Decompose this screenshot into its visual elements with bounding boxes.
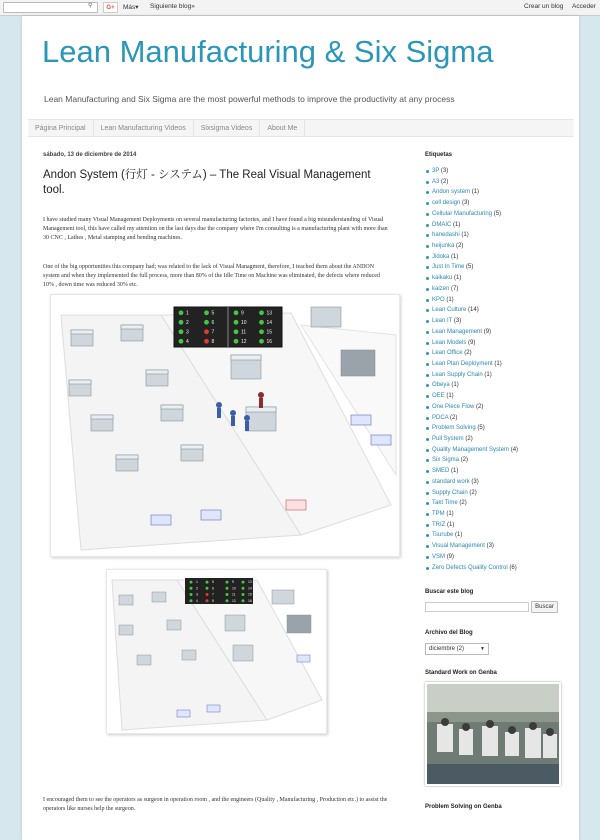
andon-station-number: 3: [186, 329, 189, 336]
create-blog-link[interactable]: Crear un blog: [524, 3, 564, 10]
label-link[interactable]: Pull System: [432, 435, 464, 442]
cart: [201, 510, 221, 520]
andon-light: [234, 339, 239, 344]
factory-floor-drawing-small: [107, 570, 328, 735]
label-link[interactable]: KPO: [432, 296, 445, 303]
label-item: [425, 552, 518, 563]
post-paragraph: I have studied many Visual Management Deployments on several manufacturing factories, and I have found a big misunderstanding of Visual Management tool, this have called my attention on the last days due the company where I'm consulting is a manufacturing plant with more than 30 CNC , Lathes , Metal stamping and bending machines.: [43, 217, 388, 241]
andon-station-number: 1: [196, 580, 198, 585]
label-link[interactable]: kaikaku: [432, 275, 453, 282]
cnc-machine: [121, 325, 143, 341]
cnc-machine: [119, 625, 133, 635]
andon-light: [226, 593, 229, 596]
andon-station-number: 15: [248, 592, 252, 597]
chevron-down-icon: ▼: [480, 646, 485, 652]
blog-page: [22, 16, 579, 840]
label-item: [425, 187, 518, 198]
label-link[interactable]: Six Sigma: [432, 457, 460, 464]
cnc-machine: [341, 350, 375, 376]
label-item: [425, 284, 518, 295]
andon-light: [204, 339, 209, 344]
label-item: [425, 477, 518, 488]
andon-light: [190, 593, 193, 596]
label-link[interactable]: Zero Defects Quality Control: [432, 564, 508, 571]
sign-in-link[interactable]: Acceder: [572, 3, 596, 10]
label-count: (2): [459, 500, 467, 507]
andon-light: [179, 320, 184, 325]
andon-light: [179, 310, 184, 315]
andon-station-number: 9: [241, 310, 244, 317]
andon-station-number: 12: [241, 338, 247, 345]
andon-light: [226, 599, 229, 602]
tab-about-me[interactable]: About Me: [260, 120, 305, 136]
label-item: [425, 198, 518, 209]
label-count: (3): [462, 200, 470, 207]
andon-light: [259, 339, 264, 344]
label-item: [425, 262, 518, 273]
andon-station-number: 8: [211, 338, 215, 345]
label-item: [425, 498, 518, 509]
label-item: [425, 445, 518, 456]
label-item: [425, 530, 518, 541]
label-count: (3): [486, 543, 494, 550]
label-link[interactable]: Quality Management System: [432, 446, 510, 453]
factory-floor-drawing: [51, 295, 401, 558]
label-count: (1): [484, 371, 492, 378]
label-count: (2): [465, 435, 473, 442]
andon-station-number: 2: [196, 586, 198, 591]
andon-station-number: 7: [211, 329, 215, 336]
andon-station-number: 4: [186, 338, 189, 345]
google-plus-button[interactable]: G+: [103, 2, 118, 13]
andon-station-number: 5: [211, 310, 215, 317]
label-count: (14): [468, 307, 479, 314]
navbar-search-input[interactable]: [3, 2, 98, 13]
labels-list: [425, 166, 518, 573]
label-count: (2): [450, 414, 458, 421]
andon-station-number: 14: [266, 319, 273, 326]
label-link[interactable]: Problem Solving: [432, 425, 476, 432]
andon-light: [234, 320, 239, 325]
label-count: (5): [477, 425, 485, 432]
tab-sixsigma-videos[interactable]: Sixsigma Videos: [194, 120, 261, 136]
label-count: (1): [446, 296, 454, 303]
andon-light: [190, 587, 193, 590]
label-count: (5): [493, 210, 502, 217]
label-item: [425, 295, 518, 306]
label-link[interactable]: hanedashi: [432, 232, 460, 239]
andon-station-number: 15: [266, 329, 273, 336]
label-link[interactable]: cell design: [432, 200, 461, 207]
label-link[interactable]: VSM: [432, 553, 446, 560]
label-item: [425, 391, 518, 402]
label-item: [425, 541, 518, 552]
label-link[interactable]: Jidoka: [432, 253, 450, 260]
next-blog-link[interactable]: Siguiente blog»: [150, 3, 195, 10]
andon-light: [226, 587, 229, 590]
label-link[interactable]: Lean Supply Chain: [432, 371, 483, 378]
label-count: (1): [451, 253, 459, 260]
andon-light: [259, 310, 264, 315]
label-link[interactable]: TRIZ: [432, 521, 446, 528]
cnc-machine: [287, 615, 311, 633]
label-link[interactable]: Lean IT: [432, 318, 453, 325]
andon-station-number: 14: [248, 586, 252, 591]
label-item: [425, 327, 518, 338]
andon-factory-illustration-small[interactable]: [106, 569, 327, 734]
label-link[interactable]: One Piece Flow: [432, 403, 475, 410]
label-link[interactable]: Lean Management: [432, 328, 483, 335]
andon-station-number: 13: [248, 580, 252, 585]
post-paragraph: One of the big opportunities this company had; was related to the lack of Visual Managment, therefore, I teached them about the ANDON system and when they implemented the full process, more than 80% of the Idle Time on Machine was eliminated, the defects where reduced 10% , down time was reduced 30% etc.: [43, 264, 380, 288]
label-link[interactable]: Tsurube: [432, 532, 454, 539]
cart: [177, 710, 190, 717]
label-item: [425, 209, 518, 220]
label-item: [425, 488, 518, 499]
label-item: [425, 305, 518, 316]
cart: [207, 705, 220, 712]
andon-station-number: 11: [241, 329, 247, 336]
label-link[interactable]: Supply Chain: [432, 489, 468, 496]
cnc-machine: [71, 330, 93, 346]
genba-heading: Standard Work on Genba: [425, 670, 497, 676]
tab-home[interactable]: Página Principal: [28, 120, 94, 136]
page-tabs: [28, 119, 574, 137]
label-item: [425, 316, 518, 327]
label-count: (1): [446, 393, 454, 400]
label-count: (1): [454, 275, 462, 282]
post-date: sábado, 13 de diciembre de 2014: [43, 152, 137, 158]
label-item: [425, 466, 518, 477]
labels-heading: Etiquetas: [425, 152, 453, 158]
andon-station-number: 6: [212, 586, 214, 591]
andon-light: [190, 599, 193, 602]
label-link[interactable]: Takt Time: [432, 500, 458, 507]
label-count: (2): [441, 178, 449, 185]
label-link[interactable]: standard work: [432, 478, 470, 485]
andon-station-number: 6: [211, 319, 215, 326]
cart: [351, 415, 371, 425]
andon-light: [226, 581, 229, 584]
label-link[interactable]: A3: [432, 178, 440, 185]
label-count: (2): [464, 350, 472, 357]
label-count: (1): [446, 511, 454, 517]
andon-light: [259, 329, 264, 334]
andon-station-number: 10: [241, 319, 247, 326]
label-count: (9): [446, 553, 455, 560]
label-link[interactable]: TPM: [432, 511, 445, 517]
andon-factory-illustration[interactable]: [50, 294, 400, 557]
andon-station-number: 16: [248, 598, 252, 603]
label-count: (9): [483, 328, 492, 335]
label-item: [425, 520, 518, 531]
label-item: [425, 220, 518, 231]
blog-search-input[interactable]: [425, 602, 529, 612]
cnc-machine: [233, 645, 253, 661]
label-count: (1): [447, 521, 455, 528]
label-item: [425, 413, 518, 424]
cnc-machine: [137, 655, 151, 665]
label-item: [425, 230, 518, 241]
cnc-machine: [272, 590, 294, 604]
andon-board-small: [185, 578, 253, 604]
andon-light: [242, 599, 245, 602]
label-count: (7): [451, 285, 459, 292]
cnc-machine: [116, 455, 138, 471]
andon-station-number: 3: [196, 592, 198, 597]
label-count: (3): [453, 318, 462, 325]
cnc-machine: [246, 407, 276, 431]
cnc-machine: [167, 620, 181, 630]
problem-solving-heading: Problem Solving on Genba: [425, 804, 502, 810]
cart: [286, 500, 306, 510]
label-item: [425, 166, 518, 177]
label-link[interactable]: 3P: [432, 168, 440, 174]
label-item: [425, 402, 518, 413]
tab-lean-videos[interactable]: Lean Manufacturing Videos: [94, 120, 194, 136]
label-item: [425, 273, 518, 284]
label-item: [425, 338, 518, 349]
archive-selected-value: diciembre (2): [429, 646, 465, 652]
label-item: [425, 434, 518, 445]
archive-heading: Archivo del Blog: [425, 630, 473, 636]
andon-light: [206, 581, 209, 584]
label-link[interactable]: Andon system: [432, 189, 471, 196]
label-item: [425, 241, 518, 252]
label-count: (2): [456, 243, 464, 250]
post-title[interactable]: Andon System (行灯 - システム) – The Real Visual Management tool.: [43, 169, 371, 196]
andon-station-number: 16: [266, 338, 273, 345]
label-count: (1): [471, 189, 480, 196]
cnc-machine: [119, 595, 133, 605]
cnc-machine: [181, 445, 203, 461]
search-heading: Buscar este blog: [425, 589, 474, 595]
andon-light: [242, 593, 245, 596]
label-item: [425, 423, 518, 434]
archive-select[interactable]: [425, 643, 489, 655]
andon-light: [234, 329, 239, 334]
andon-station-number: 5: [212, 580, 214, 585]
andon-station-number: 13: [266, 310, 273, 317]
cnc-machine: [91, 415, 113, 431]
andon-light: [179, 329, 184, 334]
label-link[interactable]: Lean Plan Deployment: [432, 360, 493, 367]
cnc-machine: [161, 405, 183, 421]
andon-light: [204, 329, 209, 334]
blog-title[interactable]: Lean Manufacturing & Six Sigma: [42, 34, 494, 69]
cnc-machine: [146, 370, 168, 386]
andon-light: [206, 599, 209, 602]
andon-light: [190, 581, 193, 584]
label-item: [425, 370, 518, 381]
label-count: (3): [440, 168, 449, 174]
label-link[interactable]: Lean Culture: [432, 307, 467, 314]
andon-light: [204, 320, 209, 325]
andon-station-number: 11: [232, 592, 236, 597]
label-count: (5): [466, 264, 474, 271]
label-count: (2): [476, 403, 484, 410]
label-link[interactable]: Lean Office: [432, 350, 463, 357]
andon-light: [204, 310, 209, 315]
label-count: (2): [460, 457, 469, 464]
label-item: [425, 177, 518, 188]
label-link[interactable]: Just In Time: [432, 264, 465, 271]
label-link[interactable]: SMED: [432, 468, 450, 475]
cnc-machine: [69, 380, 91, 396]
label-link[interactable]: Cellular Manufacturing: [432, 210, 493, 217]
label-item: [425, 380, 518, 391]
cnc-machine: [231, 355, 261, 379]
label-link[interactable]: Visual Management: [432, 543, 485, 550]
label-count: (1): [453, 221, 461, 228]
cnc-machine: [152, 592, 166, 602]
label-link[interactable]: Obeya: [432, 382, 450, 389]
label-count: (1): [494, 360, 502, 367]
search-button[interactable]: Buscar: [531, 601, 558, 613]
andon-light: [242, 581, 245, 584]
label-link[interactable]: heijunka: [432, 243, 455, 250]
blogger-navbar: [0, 0, 600, 16]
andon-light: [242, 587, 245, 590]
label-item: [425, 563, 518, 574]
blog-description: Lean Manufacturing and Six Sigma are the most powerful methods to improve the productivity at any process: [44, 94, 455, 104]
andon-light: [206, 587, 209, 590]
label-link[interactable]: OEE: [432, 393, 445, 400]
genba-photo[interactable]: [425, 682, 561, 786]
label-count: (1): [455, 532, 463, 539]
label-item: [425, 509, 518, 520]
andon-light: [206, 593, 209, 596]
cart: [371, 435, 391, 445]
andon-station-number: 8: [212, 598, 214, 603]
label-item: [425, 252, 518, 263]
more-menu[interactable]: Más▾: [123, 4, 139, 11]
label-item: [425, 359, 518, 370]
label-item: [425, 348, 518, 359]
cart: [297, 655, 310, 662]
search-icon[interactable]: ⚲: [88, 3, 93, 9]
andon-station-number: 7: [212, 592, 214, 597]
andon-station-number: 9: [232, 580, 234, 585]
label-link[interactable]: Lean Models: [432, 339, 467, 346]
cart: [151, 515, 171, 525]
andon-light: [234, 310, 239, 315]
label-link[interactable]: DMAIC: [432, 221, 452, 228]
andon-station-number: 1: [186, 310, 189, 317]
cnc-machine: [225, 615, 245, 631]
label-count: (4): [510, 446, 519, 453]
andon-station-number: 10: [232, 586, 236, 591]
andon-board: [174, 307, 282, 347]
label-count: (6): [509, 564, 517, 571]
label-count: (1): [451, 468, 459, 475]
label-count: (1): [461, 232, 469, 239]
andon-station-number: 4: [196, 598, 198, 603]
cnc-machine: [182, 650, 196, 660]
label-item: [425, 455, 518, 466]
andon-light: [179, 339, 184, 344]
cnc-machine: [311, 307, 341, 327]
andon-station-number: 2: [186, 319, 189, 326]
andon-light: [259, 320, 264, 325]
label-count: (2): [469, 489, 477, 496]
post-paragraph: I encouraged them to see the operators as surgeon in operation room , and the engineers (Quality , Manufacturing , Production etc.) to assist the operators like nurses help the surgeon.: [43, 797, 388, 812]
genba-photo-drawing: [427, 684, 561, 786]
andon-station-number: 12: [232, 598, 236, 603]
label-count: (3): [471, 478, 479, 485]
label-count: (9): [468, 339, 476, 346]
label-link[interactable]: PDCA: [432, 414, 449, 421]
label-count: (1): [451, 382, 459, 389]
label-link[interactable]: kaizen: [432, 285, 450, 292]
